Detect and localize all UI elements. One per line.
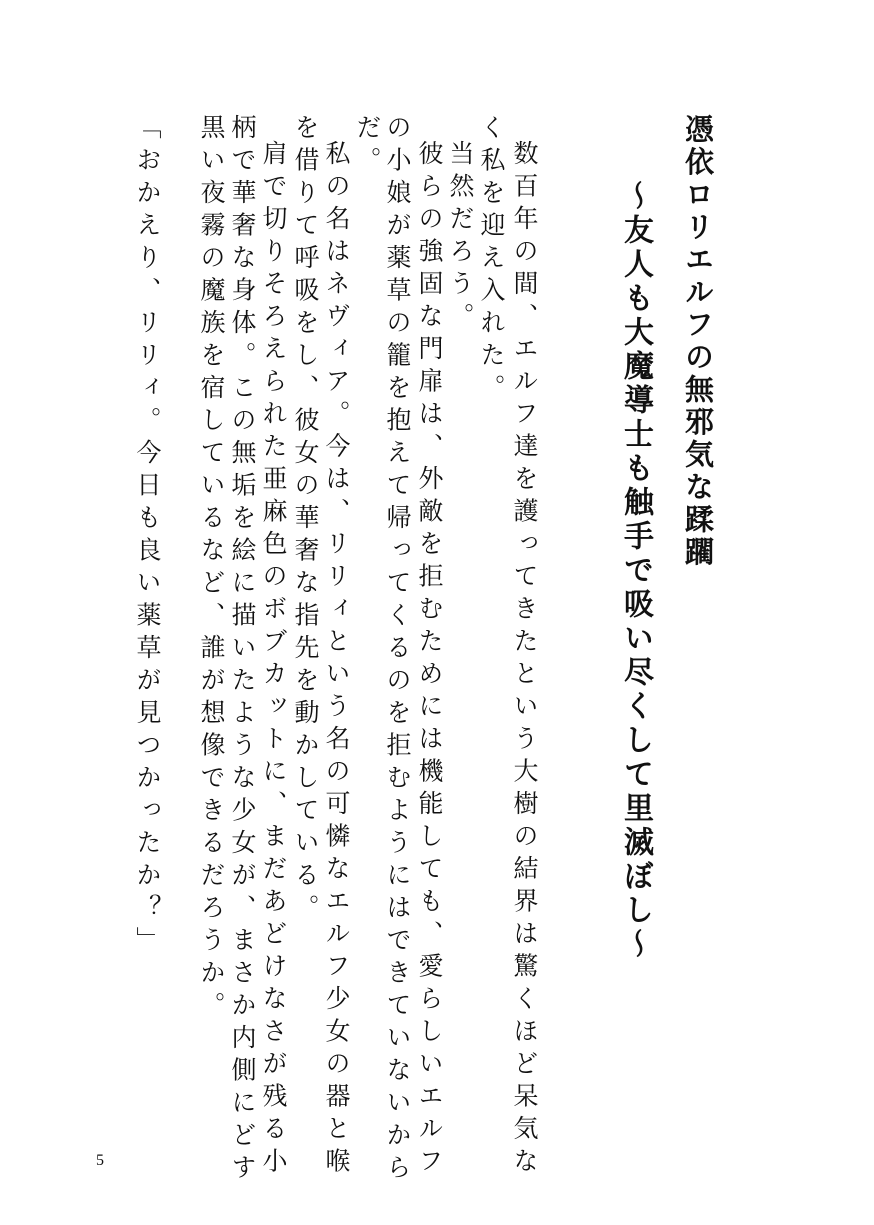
body-column-6: だ。 [353,114,382,179]
chapter-title: 憑依ロリエルフの無邪気な蹂躙 [681,114,715,569]
body-column-7: 私の名はネヴィア。今は、リリィという名の可憐なエルフ少女の器と喉 [322,140,351,1180]
body-column-3: 当然だろう。 [446,140,475,335]
body-column-1: 数百年の間、エルフ達を護ってきたという大樹の結界は驚くほど呆気な [510,140,539,1180]
body-column-2: く私を迎え入れた。 [477,114,506,407]
body-column-9: 肩で切りそろえられた亜麻色のボブカットに、まだあどけなさが残る小 [259,140,288,1180]
chapter-subtitle: ～友人も大魔導士も触手で吸い尽くして里滅ぼし～ [618,180,653,962]
body-column-11: 黒い夜霧の魔族を宿しているなど、誰が想像できるだろうか。 [197,114,226,1024]
body-column-8: を借りて呼吸をし、彼女の華奢な指先を動かしている。 [291,114,320,927]
body-column-5: の小娘が薬草の籠を抱えて帰ってくるのを拒むようにはできていないから [383,114,412,1187]
page-number: 5 [96,1152,104,1169]
body-column-4: 彼らの強固な門扉は、外敵を拒むためには機能しても、愛らしいエルフ [415,140,444,1180]
dialogue-line: 「おかえり、リリィ。今日も良い薬草が見つかったか？」 [133,114,162,959]
body-column-10: 柄で華奢な身体。この無垢を絵に描いたような少女が、まさか内側にどす [228,114,257,1187]
